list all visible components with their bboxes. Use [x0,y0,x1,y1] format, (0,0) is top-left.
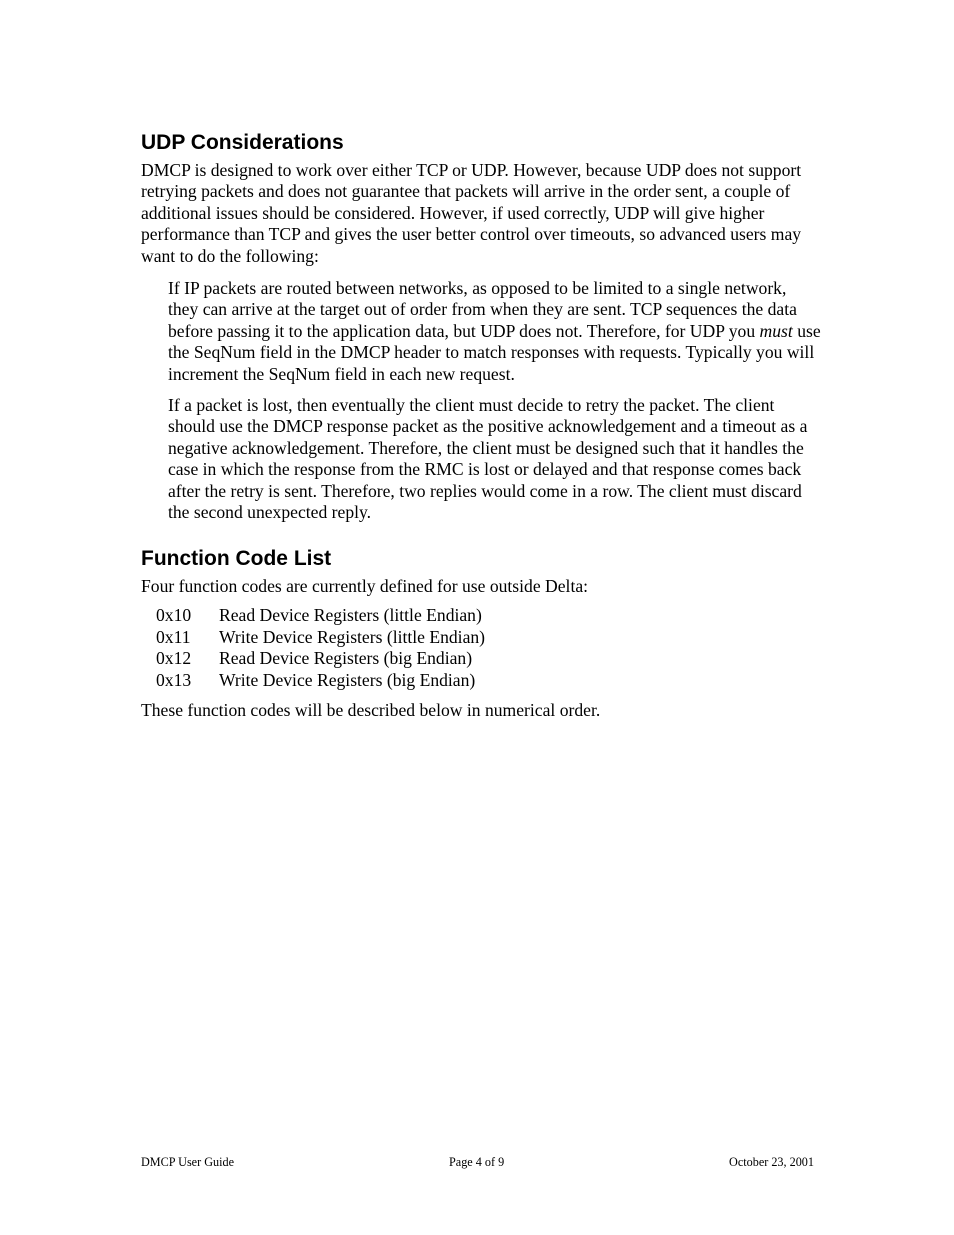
function-code: 0x12 [156,648,192,669]
function-code-description: Read Device Registers (little Endian) [219,604,482,625]
function-codes-closing: These function codes will be described below in numerical order. [141,700,601,721]
document-body [141,130,821,722]
function-code-description: Read Device Registers (big Endian) [219,648,473,669]
udp-retry-paragraph: If a packet is lost, then eventually the client must decide to retry the packet. The client should use the DMCP response packet as the positive acknowledgement and a timeout as a negative acknowledgement. Therefore, the client must be designed such that it handles the case in which the response from the RMC is lost or delayed and that response comes back after the retry is sent. Therefore, two replies would come in a row. The client must discard the second unexpected reply. [168,395,808,523]
section-heading-function-codes: Function Code List [141,546,332,570]
function-code-list [156,605,821,691]
footer-page-number: Page 4 of 9 [449,1155,505,1169]
function-code-description: Write Device Registers (little Endian) [219,626,486,647]
function-code-item [156,670,821,692]
footer-date: October 23, 2001 [729,1155,814,1169]
function-code: 0x11 [156,626,191,647]
emphasis-must: must [759,320,793,341]
udp-intro-paragraph: DMCP is designed to work over either TCP or UDP. However, because UDP does not support retrying packets and does not guarantee that packets will arrive in the order sent, a couple of additional issues should be considered. However, if used correctly, UDP will give higher performance than TCP and gives the user better control over timeouts, so advanced users may want to do the following: [141,160,802,266]
function-codes-intro: Four function codes are currently defined for use outside Delta: [141,575,589,596]
udp-considerations-section [141,130,821,524]
udp-ordering-paragraph [168,278,821,385]
footer-document-title: DMCP User Guide [141,1155,234,1169]
function-code-item [156,648,821,670]
udp-ordering-text-end: use the SeqNum field in the DMCP header to match responses with requests. Typically you will increment the SeqNum field in each new request. [168,320,821,384]
function-code: 0x13 [156,669,192,690]
function-code-item [156,627,821,649]
function-code-item [156,605,821,627]
function-code-description: Write Device Registers (big Endian) [219,669,476,690]
function-code-list-section [141,546,821,722]
function-code: 0x10 [156,604,192,625]
section-heading-udp: UDP Considerations [141,131,344,154]
page-footer [141,1154,814,1170]
udp-ordering-text-start: If IP packets are routed between networks, as opposed to be limited to a single network, they can arrive at the target out of order from when they are sent. TCP sequences the data before passing it to the application data, but UDP does not. Therefore, for UDP you [168,278,797,341]
